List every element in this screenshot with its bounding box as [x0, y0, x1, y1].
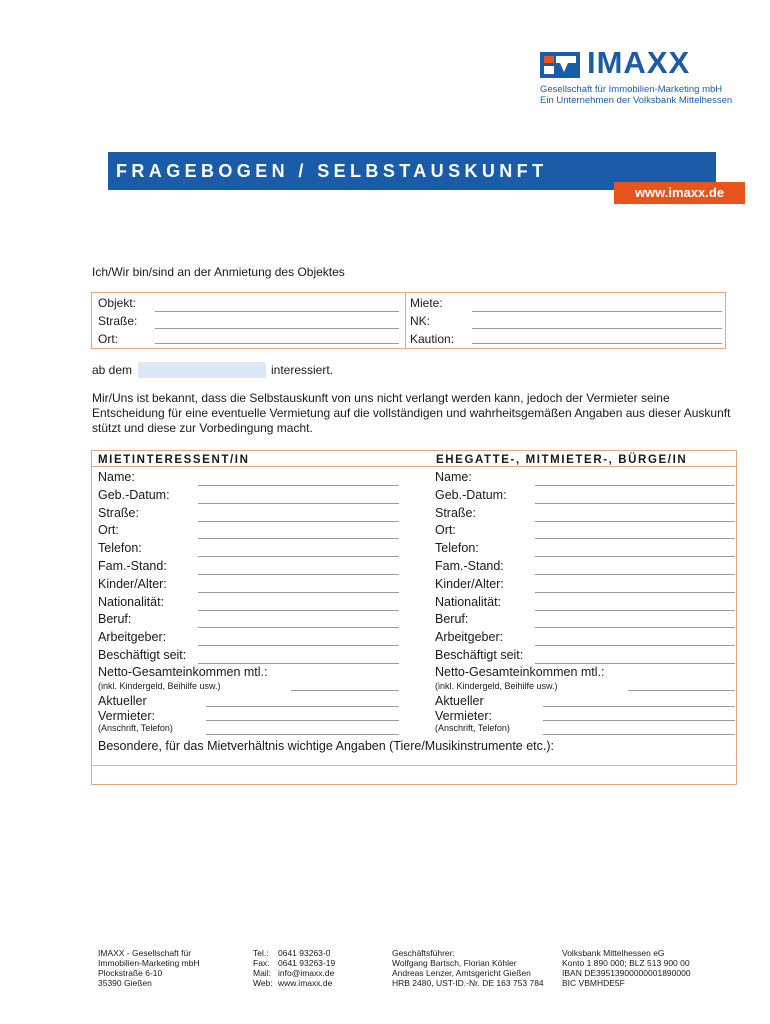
field-label-right: Geb.-Datum: [435, 487, 507, 502]
field-input-right[interactable] [535, 538, 735, 539]
field-label-right: Arbeitgeber: [435, 630, 504, 645]
field-input-right[interactable] [535, 645, 735, 646]
field-label-left: Telefon: [98, 541, 142, 556]
field-input-right[interactable] [535, 610, 735, 611]
landlord-field2-left[interactable] [206, 720, 399, 721]
field-input-left[interactable] [198, 556, 399, 557]
ort-field[interactable] [155, 343, 399, 344]
page-title: FRAGEBOGEN / SELBSTAUSKUNFT [116, 161, 548, 181]
object-box-divider [405, 292, 406, 349]
objekt-field[interactable] [155, 311, 399, 312]
field-input-right[interactable] [535, 592, 735, 593]
footer-contact-values: 0641 93263-0 0641 93263-19 info@imaxx.de www.imaxx.de [278, 948, 336, 988]
field-label-left: Arbeitgeber: [98, 630, 167, 645]
special-notes-label: Besondere, für das Mietverhältnis wichtige Angaben (Tiere/Musikinstrumente etc.): [98, 739, 554, 753]
miete-field[interactable] [472, 311, 722, 312]
field-label-right: Beruf: [435, 612, 469, 627]
imaxx-logo-icon [540, 52, 580, 78]
income-label-right: Netto-Gesamteinkommen mtl.: [435, 665, 605, 679]
field-label-right: Fam.-Stand: [435, 559, 504, 573]
field-label-right: Kinder/Alter: [435, 576, 504, 591]
kaution-label: Kaution: [410, 332, 455, 346]
field-label-left: Name: [98, 470, 135, 484]
interessiert-label: interessiert. [271, 363, 334, 377]
field-input-left[interactable] [198, 663, 399, 664]
nk-label: NK: [410, 314, 431, 328]
field-input-left[interactable] [198, 521, 399, 522]
object-box [91, 292, 726, 349]
field-input-right[interactable] [535, 627, 735, 628]
landlord-label1-right: Aktueller [435, 694, 484, 708]
field-input-right[interactable] [535, 574, 735, 575]
field-label-left: Ort: [98, 523, 119, 538]
income-field-right[interactable] [628, 690, 735, 691]
nk-field[interactable] [472, 328, 722, 329]
field-label-left: Beschäftigt seit: [98, 648, 187, 662]
field-input-left[interactable] [198, 485, 399, 486]
field-input-right[interactable] [535, 503, 735, 504]
field-input-right[interactable] [535, 663, 735, 664]
field-input-left[interactable] [198, 645, 399, 646]
start-date-field[interactable] [138, 362, 266, 378]
field-label-left: Nationalität: [98, 594, 165, 609]
field-input-right[interactable] [535, 485, 735, 486]
income-field-left[interactable] [291, 690, 399, 691]
landlord-label2-right: Vermieter: [435, 709, 492, 723]
intro-text: Ich/Wir bin/sind an der Anmietung des Objektes [92, 265, 345, 279]
ab-dem-label: ab dem [92, 363, 133, 377]
miete-label: Miete: [410, 296, 443, 310]
field-input-left[interactable] [198, 503, 399, 504]
field-label-right: Straße: [435, 505, 476, 520]
field-input-left[interactable] [198, 627, 399, 628]
field-label-left: Geb.-Datum: [98, 487, 170, 502]
field-label-right: Nationalität: [435, 594, 502, 609]
field-label-right: Telefon: [435, 541, 479, 556]
landlord-field2-right[interactable] [543, 720, 735, 721]
left-section-title: MIETINTERESSENT/IN [98, 454, 250, 466]
website-link[interactable]: www.imaxx.de [634, 185, 725, 200]
footer-bank: Volksbank Mittelhessen eG Konto 1 890 000; BLZ 513 900 00 IBAN DE39513900000001890000 BIC VBMHDE5F [562, 948, 691, 988]
footer-management: Geschäftsführer: Wolfgang Bartsch, Florian Köhler Andreas Lenzer, Amtsgericht Gießen HRB 2480, UST-ID.-Nr. DE 163 753 784 [392, 948, 544, 988]
footer-contact-labels: Tel.: Fax: Mail: Web: [253, 948, 273, 988]
field-input-left[interactable] [198, 610, 399, 611]
logo-wordmark: IMAXX [587, 45, 691, 80]
disclaimer-paragraph: Mir/Uns ist bekannt, dass die Selbstauskunft von uns nicht verlangt werden kann, jedoch der Vermieter seine Entscheidung für eine eventuelle Vermietung auf die vollständigen und wahrheitsgemäßen Angaben aus dieser Auskunft stützt und diese zur Vorbedingung macht. [92, 391, 731, 435]
income-note-right: (inkl. Kindergeld, Beihilfe usw.) [435, 681, 558, 691]
objekt-label: Objekt: [98, 296, 137, 310]
landlord-field1-left[interactable] [206, 706, 399, 707]
footer-company: IMAXX - Gesellschaft für Immobilien-Marketing mbH Plockstraße 6-10 35390 Gießen [98, 948, 200, 988]
field-input-left[interactable] [198, 592, 399, 593]
right-section-title: EHEGATTE-, MITMIETER-, BÜRGE/IN [436, 454, 688, 466]
landlord-field3-right[interactable] [543, 734, 735, 735]
strasse-label: Straße: [98, 314, 138, 328]
income-label-left: Netto-Gesamteinkommen mtl.: [98, 665, 268, 679]
landlord-field3-left[interactable] [206, 734, 399, 735]
field-input-right[interactable] [535, 556, 735, 557]
field-input-left[interactable] [198, 538, 399, 539]
strasse-field[interactable] [155, 328, 399, 329]
field-label-left: Straße: [98, 505, 139, 520]
kaution-field[interactable] [472, 343, 722, 344]
income-note-left: (inkl. Kindergeld, Beihilfe usw.) [98, 681, 221, 691]
landlord-label2-left: Vermieter: [98, 709, 155, 723]
field-label-left: Beruf: [98, 612, 132, 627]
field-label-left: Fam.-Stand: [98, 559, 167, 573]
landlord-note-left: (Anschrift, Telefon) [98, 723, 173, 733]
landlord-field1-right[interactable] [543, 706, 735, 707]
field-label-right: Beschäftigt seit: [435, 648, 524, 662]
landlord-note-right: (Anschrift, Telefon) [435, 723, 510, 733]
field-label-left: Kinder/Alter: [98, 576, 167, 591]
logo-subline: Gesellschaft für Immobilien-Marketing mbH Ein Unternehmen der Volksbank Mittelhessen [540, 84, 733, 106]
field-input-left[interactable] [198, 574, 399, 575]
field-label-right: Ort: [435, 523, 456, 538]
field-input-right[interactable] [535, 521, 735, 522]
landlord-label1-left: Aktueller [98, 694, 147, 708]
special-notes-field[interactable] [91, 765, 737, 766]
ort-label: Ort: [98, 332, 118, 346]
field-label-right: Name: [435, 470, 472, 484]
